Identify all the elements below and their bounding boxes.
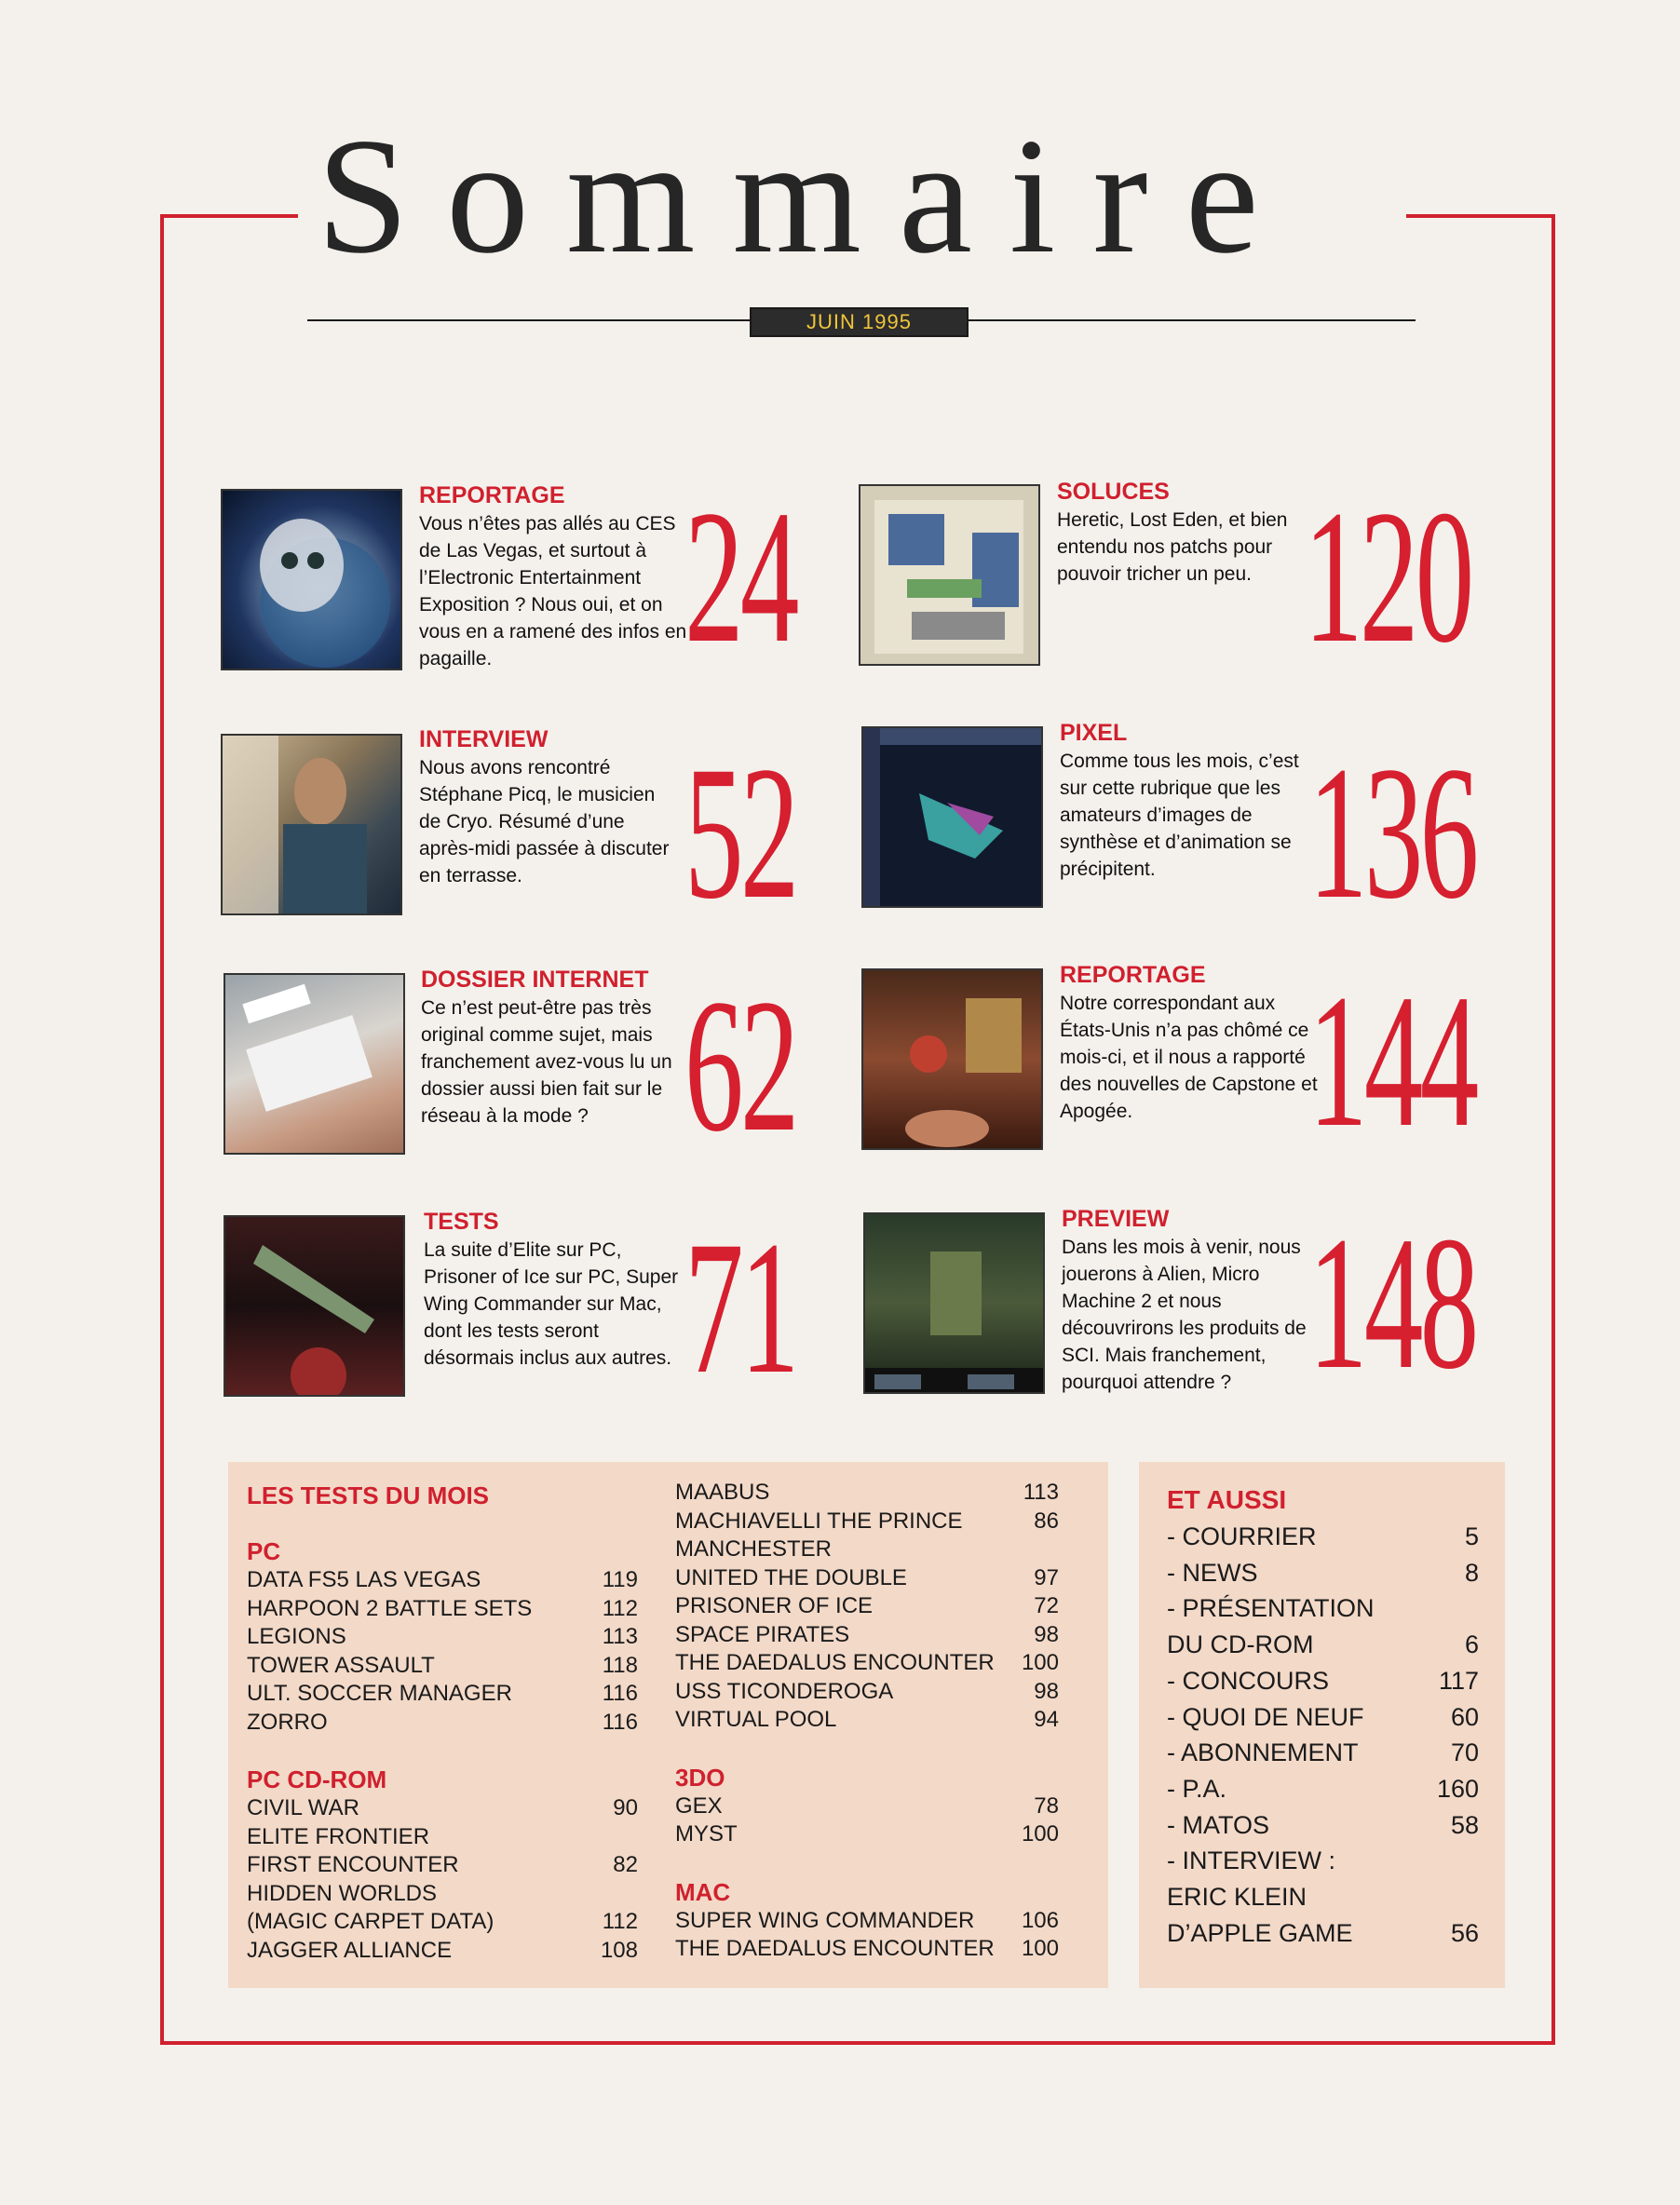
list-item[interactable] (675, 1479, 1059, 1508)
item-name: THE DAEDALUS ENCOUNTER (675, 1650, 995, 1675)
thumb-reportage-usa (861, 968, 1043, 1150)
list-item[interactable] (675, 1621, 1059, 1650)
item-name: D’APPLE GAME (1167, 1918, 1353, 1947)
item-name: - NEWS (1167, 1558, 1258, 1587)
list-item[interactable] (247, 1680, 638, 1709)
item-page: 6 (1464, 1630, 1479, 1659)
item-page: 112 (602, 1595, 638, 1621)
item-page: 116 (602, 1709, 638, 1735)
dungeon-game-image (863, 970, 1043, 1150)
thumb-dossier-internet (224, 973, 405, 1155)
3d-render-image (863, 728, 1043, 908)
list-item[interactable] (675, 1907, 1059, 1936)
list-item[interactable] (675, 1820, 1059, 1849)
article-title: SOLUCES (1057, 479, 1170, 505)
list-item[interactable] (1167, 1555, 1479, 1591)
item-page: 100 (1021, 1936, 1059, 1961)
list-item[interactable] (675, 1649, 1059, 1678)
list-item[interactable] (1167, 1843, 1479, 1879)
list-item[interactable] (1167, 1663, 1479, 1699)
list-item[interactable] (675, 1935, 1059, 1964)
item-name: DATA FS5 LAS VEGAS (247, 1567, 481, 1592)
list-item[interactable] (247, 1908, 638, 1937)
item-name: CIVIL WAR (247, 1795, 359, 1820)
list-item[interactable] (247, 1794, 638, 1823)
thumb-soluces (859, 484, 1040, 666)
list-item[interactable] (247, 1595, 638, 1624)
item-name: - PRÉSENTATION (1167, 1594, 1375, 1623)
item-page: 5 (1464, 1522, 1479, 1550)
aussi-column (1167, 1485, 1479, 1951)
article-preview[interactable] (1062, 1206, 1318, 1396)
list-item[interactable] (1167, 1807, 1479, 1844)
list-item[interactable] (675, 1706, 1059, 1735)
item-page: 118 (602, 1652, 638, 1678)
list-item[interactable] (247, 1709, 638, 1738)
article-title: REPORTAGE (419, 482, 565, 508)
list-item[interactable] (247, 1880, 638, 1909)
list-item[interactable] (247, 1851, 638, 1880)
item-page: 72 (1034, 1593, 1059, 1618)
item-name: SUPER WING COMMANDER (675, 1907, 975, 1933)
list-item[interactable] (247, 1566, 638, 1595)
item-name: - MATOS (1167, 1810, 1270, 1839)
pccd-list (247, 1794, 638, 1965)
item-name: MYST (675, 1821, 738, 1847)
item-page: 97 (1034, 1564, 1059, 1590)
article-title: INTERVIEW (419, 726, 549, 752)
musician-photo (223, 736, 402, 915)
page-number: 24 (684, 471, 796, 683)
list-item[interactable] (1167, 1590, 1479, 1627)
pccd-more-list (675, 1479, 1059, 1735)
item-page: 112 (602, 1909, 638, 1934)
globe-skull-image (223, 491, 402, 670)
list-item[interactable] (1167, 1771, 1479, 1807)
page-number: 71 (684, 1202, 796, 1414)
item-page: 78 (1034, 1792, 1059, 1819)
article-title: REPORTAGE (1060, 962, 1206, 988)
item-name: ULT. SOCCER MANAGER (247, 1681, 512, 1706)
item-name: - P.A. (1167, 1774, 1227, 1803)
item-page: 82 (613, 1852, 638, 1877)
article-desc: Dans les mois à venir, nous jouerons à Alien, Micro Machine 2 et nous découvrirons les produits de SCI. Mais franchement, pourquoi attendre ? (1062, 1237, 1307, 1393)
item-name: MACHIAVELLI THE PRINCE (675, 1508, 963, 1534)
article-desc: Vous n’êtes pas allés au CES de Las Vegas, et surtout à l’Electronic Entertainment Exposition ? Nous oui, et on vous en a ramené des infos en pagaille. (419, 513, 687, 670)
aussi-heading: ET AUSSI (1167, 1485, 1287, 1514)
item-name: TOWER ASSAULT (247, 1652, 435, 1678)
article-title: PIXEL (1060, 720, 1128, 746)
tests-column-right (675, 1479, 1059, 1964)
item-page: 98 (1034, 1621, 1059, 1647)
article-soluces[interactable] (1057, 479, 1290, 588)
item-name: ERIC KLEIN (1167, 1883, 1307, 1912)
alien-game-image (865, 1214, 1045, 1394)
list-item[interactable] (1167, 1735, 1479, 1771)
item-page: 113 (602, 1624, 638, 1649)
article-tests[interactable] (424, 1209, 684, 1372)
aussi-list (1167, 1519, 1479, 1951)
thumb-reportage-ces (221, 489, 402, 670)
item-name: - CONCOURS (1167, 1666, 1329, 1695)
item-name: - INTERVIEW : (1167, 1847, 1336, 1875)
item-name: - COURRIER (1167, 1522, 1317, 1550)
page-title: Sommaire (317, 103, 1296, 288)
tests-heading: LES TESTS DU MOIS (247, 1481, 490, 1509)
item-page: 108 (600, 1937, 638, 1963)
item-name: THE DAEDALUS ENCOUNTER (675, 1936, 995, 1961)
page-number: 52 (684, 727, 796, 939)
item-name: - QUOI DE NEUF (1167, 1702, 1364, 1731)
article-dossier-internet[interactable] (421, 967, 691, 1130)
page-number: 136 (1308, 727, 1476, 939)
article-title: DOSSIER INTERNET (421, 967, 649, 993)
page-number: 148 (1308, 1197, 1476, 1409)
item-page: 116 (602, 1681, 638, 1706)
item-page: 8 (1464, 1558, 1479, 1587)
article-reportage-ces[interactable] (419, 482, 689, 672)
3do-list (675, 1792, 1059, 1849)
page-number: 144 (1308, 955, 1476, 1167)
pc-heading: PC (247, 1537, 281, 1565)
item-page: 90 (613, 1795, 638, 1820)
item-name: MANCHESTER (675, 1536, 833, 1562)
item-page: 98 (1034, 1678, 1059, 1704)
article-reportage-usa[interactable] (1060, 962, 1321, 1125)
item-page: 56 (1450, 1918, 1479, 1947)
item-page: 113 (1023, 1480, 1059, 1505)
item-name: (MAGIC CARPET DATA) (247, 1909, 495, 1934)
pc-list (247, 1566, 638, 1737)
article-title: PREVIEW (1062, 1206, 1170, 1232)
mac-heading: MAC (675, 1877, 731, 1906)
modem-image (225, 975, 405, 1155)
thumb-pixel (861, 726, 1043, 908)
item-name: VIRTUAL POOL (675, 1707, 837, 1732)
item-name: JAGGER ALLIANCE (247, 1937, 453, 1963)
3do-heading: 3DO (675, 1763, 725, 1792)
list-item[interactable] (247, 1937, 638, 1966)
list-item[interactable] (675, 1678, 1059, 1707)
list-item[interactable] (247, 1652, 638, 1681)
tests-column-left (247, 1481, 638, 1965)
item-page: 70 (1450, 1738, 1479, 1767)
article-desc: Nous avons rencontré Stéphane Picq, le musicien de Cryo. Résumé d’une après-midi passée à discuter en terrasse. (419, 757, 670, 886)
article-desc: Ce n’est peut-être pas très original comme sujet, mais franchement avez-vous lu un dossier aussi bien fait sur le réseau à la mode ? (421, 997, 672, 1127)
item-page: 106 (1021, 1907, 1059, 1933)
game-map-image (860, 486, 1040, 666)
item-name: MAABUS (675, 1480, 770, 1505)
item-name: UNITED THE DOUBLE (675, 1564, 907, 1590)
page-number: 120 (1304, 471, 1471, 683)
space-cockpit-image (225, 1217, 405, 1397)
list-item[interactable] (1167, 1699, 1479, 1736)
item-name: - ABONNEMENT (1167, 1738, 1359, 1767)
list-item[interactable] (675, 1564, 1059, 1593)
article-desc: Heretic, Lost Eden, et bien entendu nos patchs pour pouvoir tricher un peu. (1057, 509, 1288, 585)
list-item[interactable] (675, 1535, 1059, 1564)
item-name: SPACE PIRATES (675, 1621, 850, 1647)
article-desc: Comme tous les mois, c’est sur cette rubrique que les amateurs d’images de synthèse et d’animation se précipitent. (1060, 751, 1299, 880)
list-item[interactable] (675, 1508, 1059, 1536)
mac-list (675, 1907, 1059, 1964)
thumb-interview (221, 734, 402, 915)
article-interview[interactable] (419, 726, 680, 889)
article-desc: Notre correspondant aux États-Unis n’a pas chômé ce mois-ci, et il nous a rapporté des nouvelles de Capstone et Apogée. (1060, 993, 1318, 1122)
item-page: 58 (1450, 1810, 1479, 1839)
list-item[interactable] (1167, 1519, 1479, 1555)
item-page: 100 (1021, 1650, 1059, 1675)
article-desc: La suite d’Elite sur PC, Prisoner of Ice sur PC, Super Wing Commander sur Mac, dont les tests seront désormais inclus aux autres. (424, 1239, 679, 1369)
list-item[interactable] (247, 1823, 638, 1852)
item-page: 117 (1438, 1666, 1479, 1695)
article-title: TESTS (424, 1209, 499, 1235)
item-name: FIRST ENCOUNTER (247, 1852, 459, 1877)
item-page: 60 (1450, 1702, 1479, 1731)
item-name: DU CD-ROM (1167, 1630, 1314, 1659)
item-page: 94 (1034, 1707, 1059, 1732)
item-page: 86 (1034, 1508, 1059, 1534)
pccd-heading: PC CD-ROM (247, 1765, 387, 1793)
thumb-preview (863, 1212, 1045, 1394)
item-page: 119 (602, 1567, 638, 1592)
list-item[interactable] (675, 1592, 1059, 1621)
list-item[interactable] (675, 1792, 1059, 1821)
item-name: ZORRO (247, 1709, 328, 1735)
item-name: GEX (675, 1792, 723, 1819)
item-name: HARPOON 2 BATTLE SETS (247, 1595, 533, 1621)
list-item[interactable] (1167, 1627, 1479, 1663)
page-number: 62 (684, 960, 796, 1171)
issue-date: JUIN 1995 (750, 307, 969, 337)
item-name: PRISONER OF ICE (675, 1593, 874, 1618)
item-name: HIDDEN WORLDS (247, 1880, 438, 1906)
item-name: USS TICONDEROGA (675, 1678, 894, 1704)
thumb-tests (224, 1215, 405, 1397)
list-item[interactable] (1167, 1879, 1479, 1915)
item-name: LEGIONS (247, 1624, 346, 1649)
item-page: 160 (1436, 1774, 1479, 1803)
item-name: ELITE FRONTIER (247, 1823, 430, 1849)
item-page: 100 (1021, 1821, 1059, 1847)
list-item[interactable] (247, 1623, 638, 1652)
list-item[interactable] (1167, 1915, 1479, 1952)
article-pixel[interactable] (1060, 720, 1321, 883)
